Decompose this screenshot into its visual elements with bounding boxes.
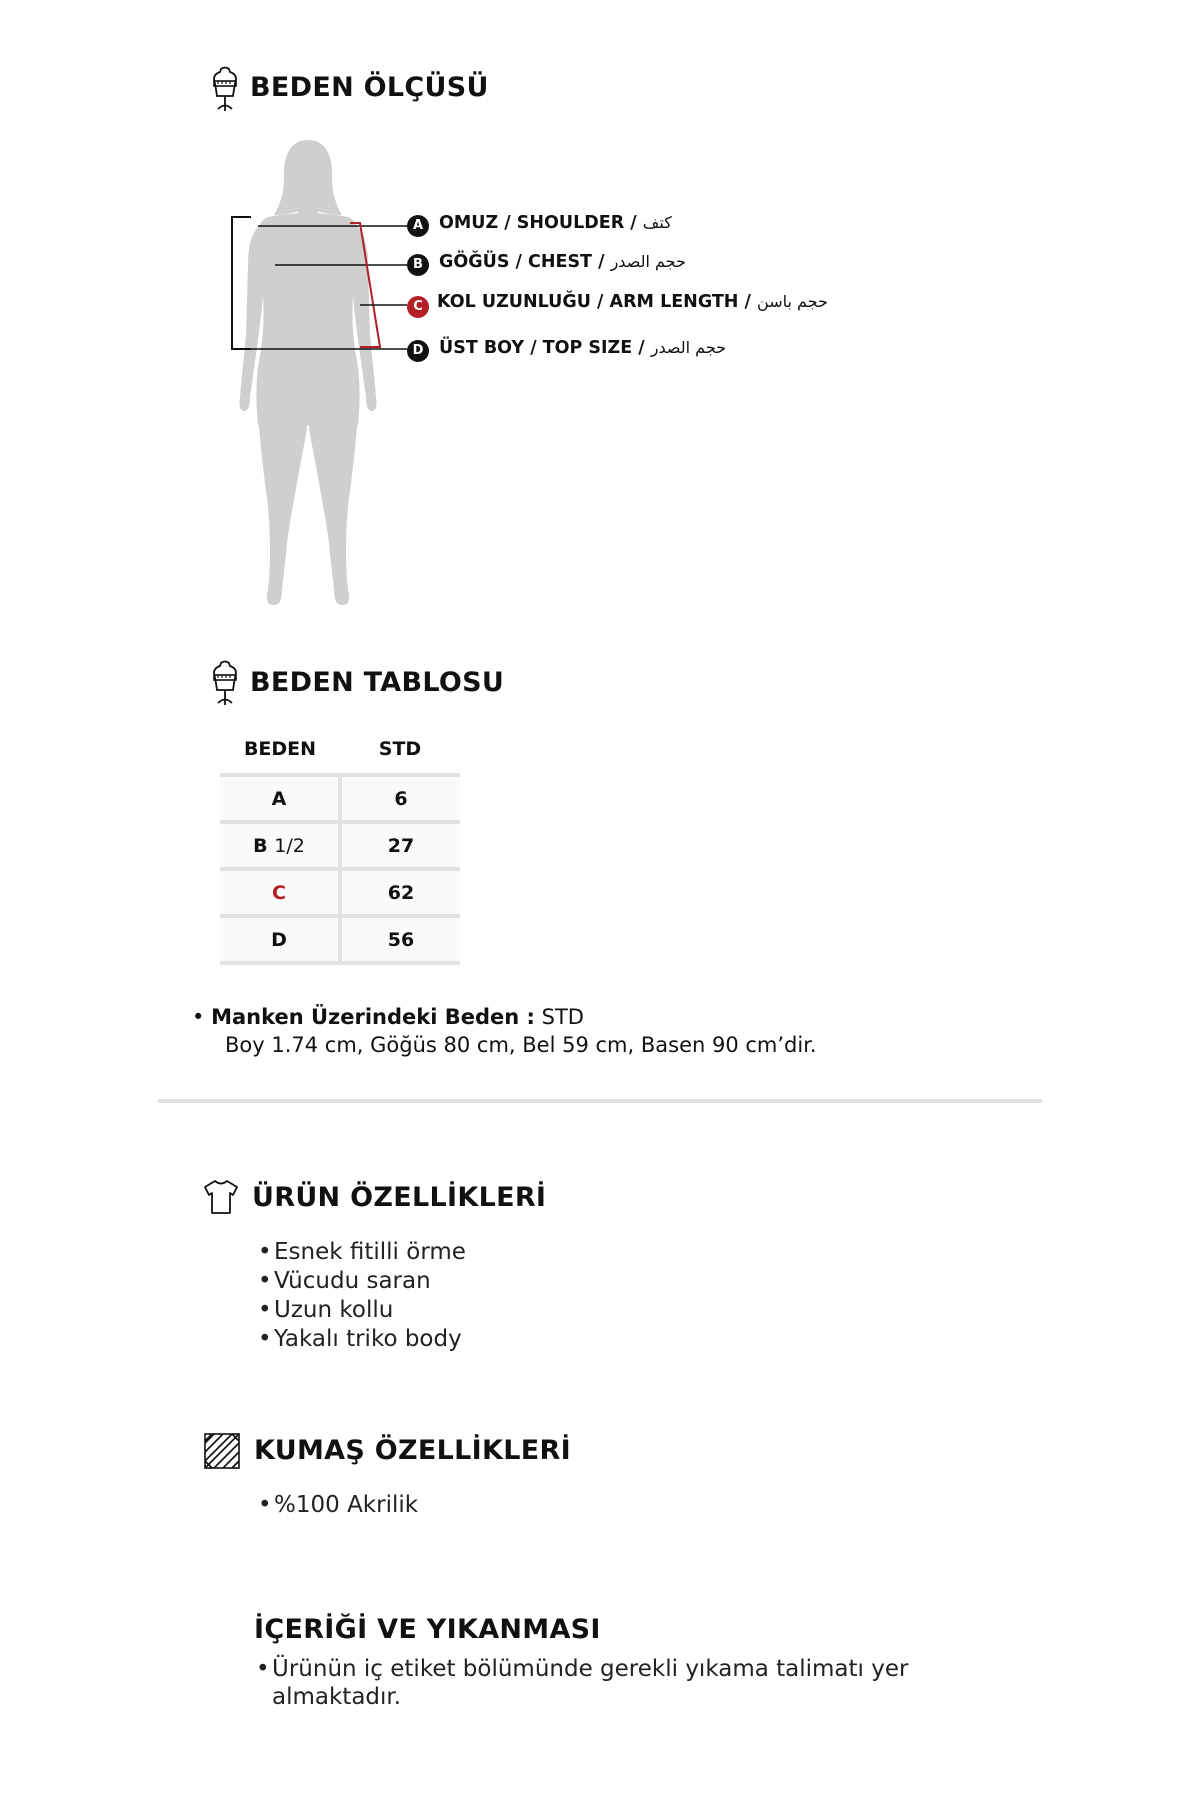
model-measurements: Boy 1.74 cm, Göğüs 80 cm, Bel 59 cm, Basen 90 cm’dir.	[225, 1033, 817, 1057]
mannequin-icon	[210, 660, 240, 713]
care-title: İÇERİĞİ VE YIKANMASI	[254, 1614, 601, 1645]
label-shoulder-arabic: كتف	[642, 213, 672, 232]
list-item: • Vücudu saran	[258, 1267, 466, 1296]
list-item: • %100 Akrilik	[258, 1491, 418, 1520]
section-divider	[158, 1099, 1042, 1103]
care-text: Ürünün iç etiket bölümünde gerekli yıkama talimatı yer almaktadır.	[272, 1656, 909, 1710]
bullet-dot: •	[256, 1656, 270, 1682]
label-top-size-text: ÜST BOY / TOP SIZE /	[439, 338, 651, 358]
table-cell-value: 62	[340, 869, 460, 916]
model-size-value: STD	[541, 1005, 584, 1029]
label-shoulder	[439, 213, 672, 233]
list-item: • Uzun kollu	[258, 1296, 466, 1325]
size-label-c: C	[272, 881, 286, 904]
label-chest	[439, 252, 686, 272]
size-table	[220, 725, 460, 965]
product-features-title: ÜRÜN ÖZELLİKLERİ	[252, 1182, 547, 1213]
table-cell-size	[220, 869, 340, 916]
label-arm-length	[437, 292, 828, 312]
table-cell-size	[220, 775, 340, 822]
label-arm-length-arabic: حجم باسن	[757, 292, 828, 311]
mannequin-icon	[210, 66, 240, 119]
table-cell-value: 27	[340, 822, 460, 869]
label-arm-length-text: KOL UZUNLUĞU / ARM LENGTH /	[437, 292, 758, 312]
product-features-list	[258, 1238, 466, 1354]
label-top-size	[439, 338, 726, 358]
list-item: • Yakalı triko body	[258, 1325, 466, 1354]
size-label-b: B	[253, 834, 268, 857]
fabric-features-list	[258, 1491, 418, 1520]
label-shoulder-text: OMUZ / SHOULDER /	[439, 213, 643, 233]
label-top-size-arabic: حجم الصدر	[650, 338, 727, 357]
table-cell-value: 6	[340, 775, 460, 822]
label-chest-arabic: حجم الصدر	[610, 252, 686, 271]
fabric-pattern-icon	[202, 1431, 242, 1476]
measurement-title: BEDEN ÖLÇÜSÜ	[250, 72, 489, 103]
table-row	[220, 775, 460, 822]
size-label-b-suffix: 1/2	[274, 834, 305, 857]
table-header-row	[220, 725, 460, 775]
model-size-label: Manken Üzerindeki Beden :	[211, 1005, 535, 1029]
badge-c: C	[407, 296, 429, 318]
badge-d: D	[407, 340, 429, 362]
table-header-size: BEDEN	[243, 738, 317, 760]
table-row	[220, 916, 460, 963]
measurement-lines	[220, 205, 420, 355]
care-text-block	[256, 1655, 992, 1711]
model-info	[192, 1003, 817, 1059]
size-table-title: BEDEN TABLOSU	[250, 667, 505, 698]
size-label-d: D	[271, 928, 287, 951]
list-item: • Esnek fitilli örme	[258, 1238, 466, 1267]
badge-a: A	[407, 215, 429, 237]
table-cell-value: 56	[340, 916, 460, 963]
fabric-features-title: KUMAŞ ÖZELLİKLERİ	[254, 1435, 571, 1466]
table-cell-size	[220, 822, 340, 869]
table-header-std: STD	[378, 738, 422, 760]
tshirt-icon	[202, 1178, 240, 1221]
label-chest-text: GÖĞÜS / CHEST /	[439, 252, 611, 272]
model-size-line	[192, 1003, 817, 1031]
size-label-a: A	[271, 787, 287, 810]
table-row	[220, 869, 460, 916]
bullet-dot: •	[192, 1005, 212, 1029]
table-row	[220, 822, 460, 869]
table-cell-size	[220, 916, 340, 963]
badge-b: B	[407, 254, 429, 276]
